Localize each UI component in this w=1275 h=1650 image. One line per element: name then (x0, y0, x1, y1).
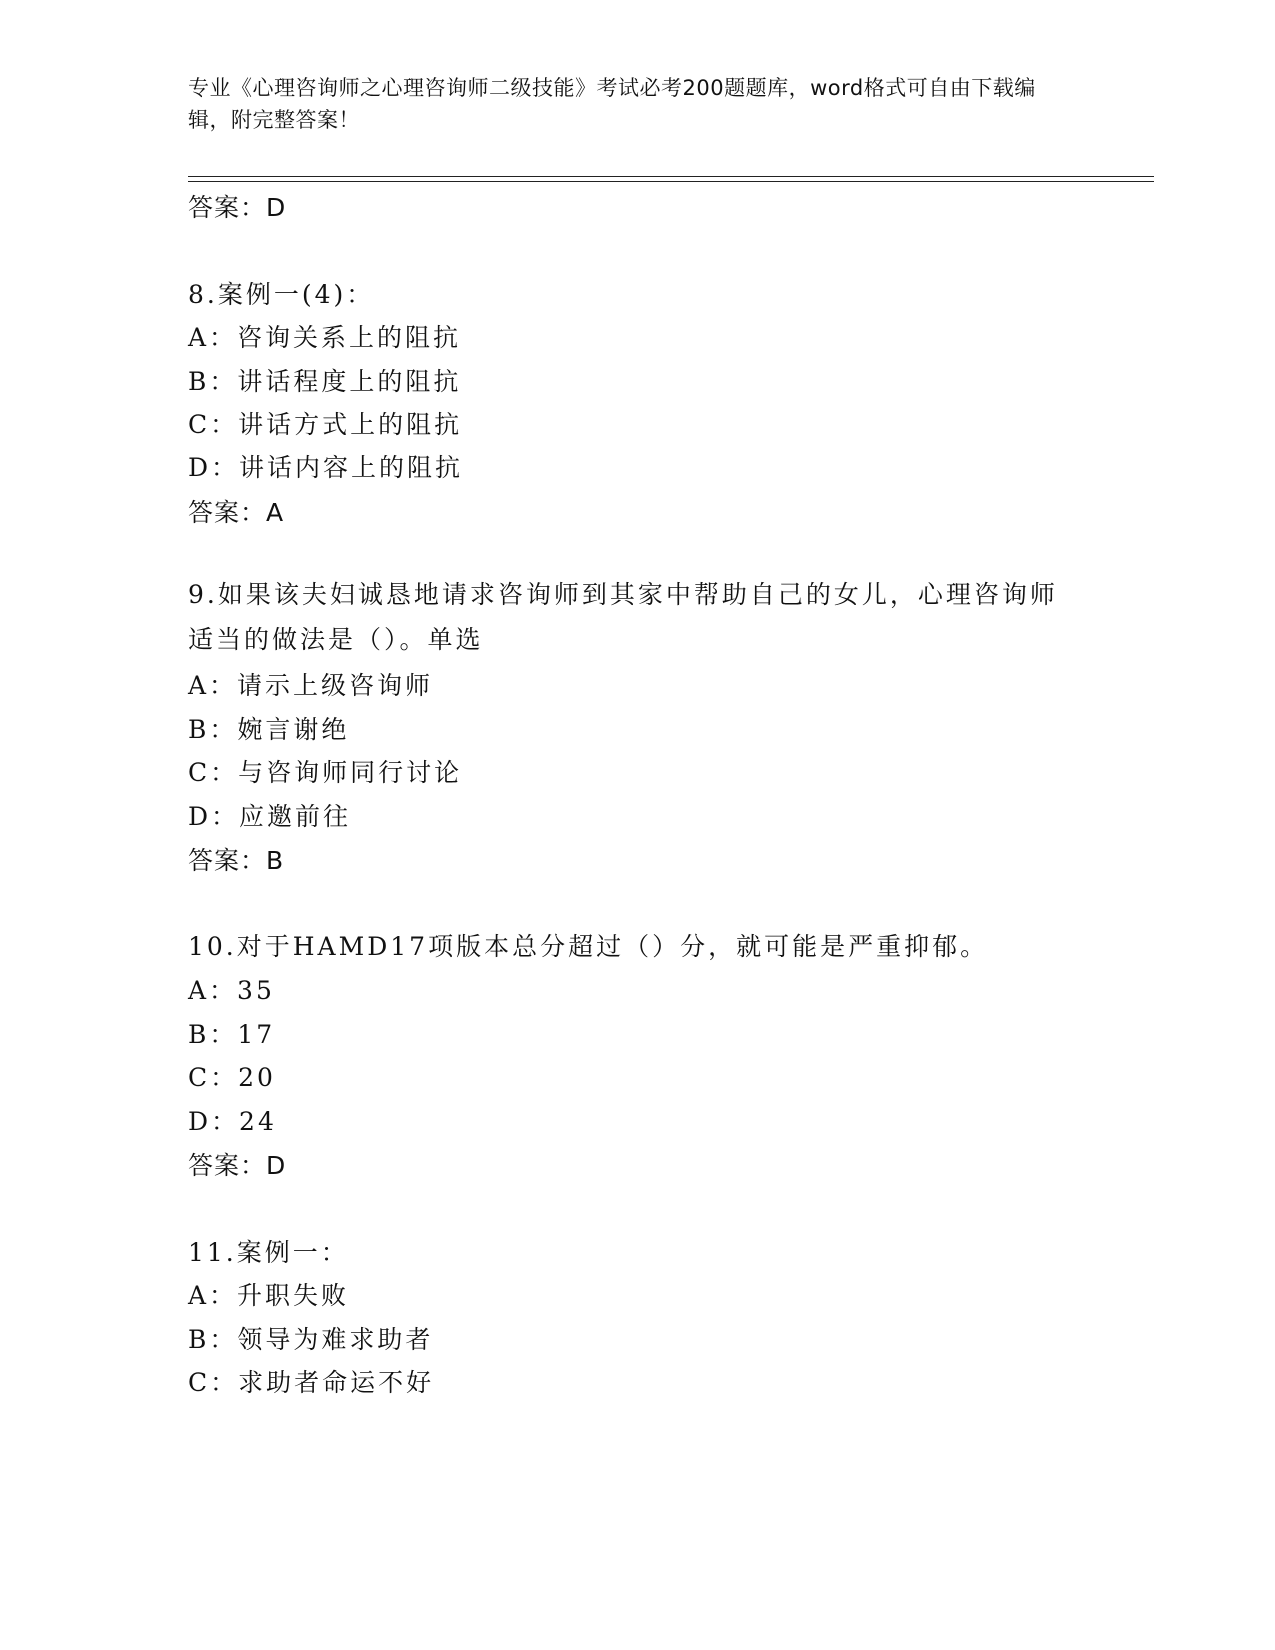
question-11-option-b: B：领导为难求助者 (188, 1325, 434, 1354)
question-9-text: 9.如果该夫妇诚恳地请求咨询师到其家中帮助自己的女儿，心理咨询师适当的做法是（）。单选 (188, 580, 1058, 654)
question-11-text: 11.案例一： (188, 1238, 349, 1267)
question-10-text: 10.对于HAMD17项版本总分超过（）分，就可能是严重抑郁。 (188, 932, 989, 961)
question-8-option-a: A：咨询关系上的阻抗 (188, 323, 462, 352)
header-divider (188, 176, 1154, 177)
question-10-option-a: A：35 (188, 976, 275, 1005)
question-10-option-c: C：20 (188, 1063, 276, 1092)
header-divider-second (188, 181, 1154, 182)
question-8-option-d: D：讲话内容上的阻抗 (188, 453, 464, 482)
question-9-answer: 答案：B (188, 846, 285, 875)
question-10-option-b: B：17 (188, 1020, 276, 1049)
question-8-text: 8.案例一(4)： (188, 280, 375, 309)
question-9-option-a: A：请示上级咨询师 (188, 671, 434, 700)
question-9-option-b: B：婉言谢绝 (188, 715, 350, 744)
question-8-option-c: C：讲话方式上的阻抗 (188, 410, 463, 439)
question-8-option-b: B：讲话程度上的阻抗 (188, 367, 462, 396)
question-11-option-a: A：升职失败 (188, 1281, 350, 1310)
question-11-option-c: C：求助者命运不好 (188, 1368, 435, 1397)
question-10-answer: 答案：D (188, 1151, 287, 1180)
document-header: 专业《心理咨询师之心理咨询师二级技能》考试必考200题题库，word格式可自由下载编辑，附完整答案！ (188, 76, 1036, 132)
question-10-option-d: D：24 (188, 1107, 277, 1136)
question-8-answer: 答案：A (188, 498, 285, 527)
previous-answer: 答案：D (188, 193, 287, 222)
question-9-option-d: D：应邀前往 (188, 802, 352, 831)
question-9-option-c: C：与咨询师同行讨论 (188, 758, 463, 787)
